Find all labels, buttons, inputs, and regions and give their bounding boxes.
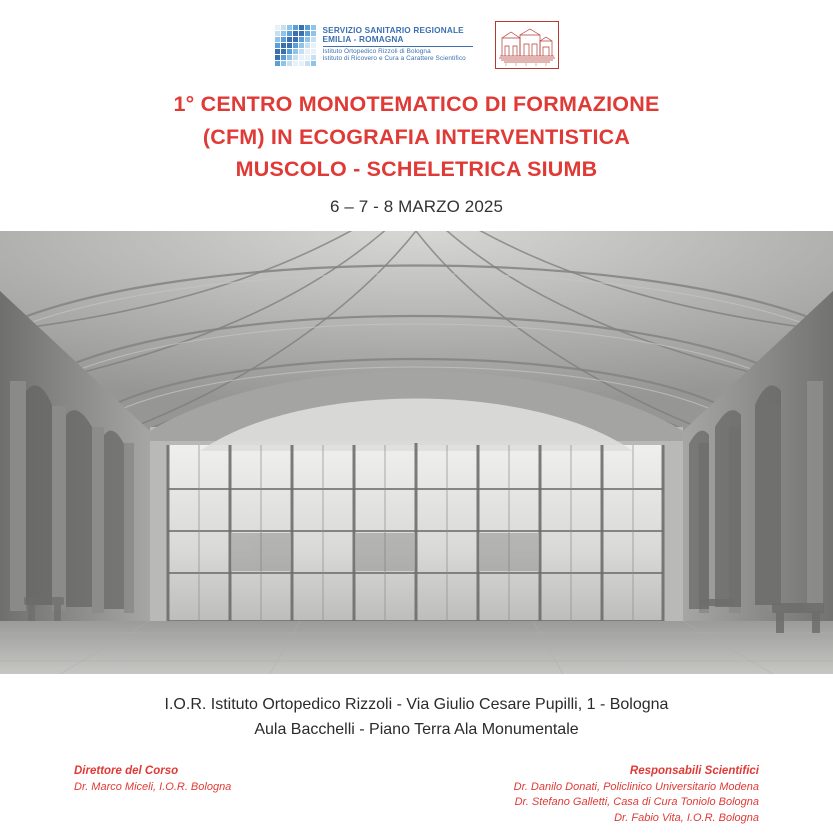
- scientific-directors-column: [514, 765, 759, 827]
- ssr-line4: Istituto di Ricovero e Cura a Carattere Scientifico: [322, 55, 466, 63]
- ssr-divider: [323, 46, 473, 47]
- ssr-line2: EMILIA - ROMAGNA: [322, 34, 404, 44]
- title-line-1: 1° CENTRO MONOTEMATICO DI FORMAZIONE: [173, 92, 660, 116]
- scientific-director-name-3: Dr. Fabio Vita, I.O.R. Bologna: [614, 812, 759, 825]
- mosaic-dots-icon: [275, 25, 316, 66]
- scientific-director-name-2: Dr. Stefano Galletti, Casa di Cura Toniolo Bologna: [514, 796, 759, 809]
- ssr-line1: SERVIZIO SANITARIO REGIONALE: [322, 25, 464, 35]
- logo-bar: [0, 0, 833, 74]
- course-director-column: [74, 765, 231, 796]
- scientific-director-name-1: Dr. Danilo Donati, Policlinico Universitario Modena: [513, 780, 759, 793]
- portico-photo: [0, 231, 833, 674]
- title-line-3: MUSCOLO - SCHELETRICA SIUMB: [235, 157, 598, 182]
- ssr-logo-text: [323, 27, 473, 64]
- course-director-name: Dr. Marco Miceli, I.O.R. Bologna: [74, 780, 232, 793]
- event-dates: 6 – 7 - 8 MARZO 2025: [329, 197, 504, 217]
- course-director-heading: Direttore del Corso: [74, 764, 179, 777]
- venue-address: I.O.R. Istituto Ortopedico Rizzoli - Via Giulio Cesare Pupilli, 1 - Bologna: [164, 696, 669, 714]
- footer-credits: [0, 743, 833, 827]
- ssr-line3: Istituto Ortopedico Rizzoli di Bologna: [322, 48, 431, 56]
- title-block: [0, 74, 833, 217]
- ior-building-logo-icon: [495, 21, 559, 69]
- title-line-2: (CFM) IN ECOGRAFIA INTERVENTISTICA: [202, 124, 631, 149]
- venue-room: Aula Bacchelli - Piano Terra Ala Monumentale: [254, 720, 579, 738]
- servizio-sanitario-regionale-logo: [275, 25, 473, 66]
- scientific-directors-heading: Responsabili Scientifici: [629, 764, 759, 777]
- venue-block: [0, 674, 833, 743]
